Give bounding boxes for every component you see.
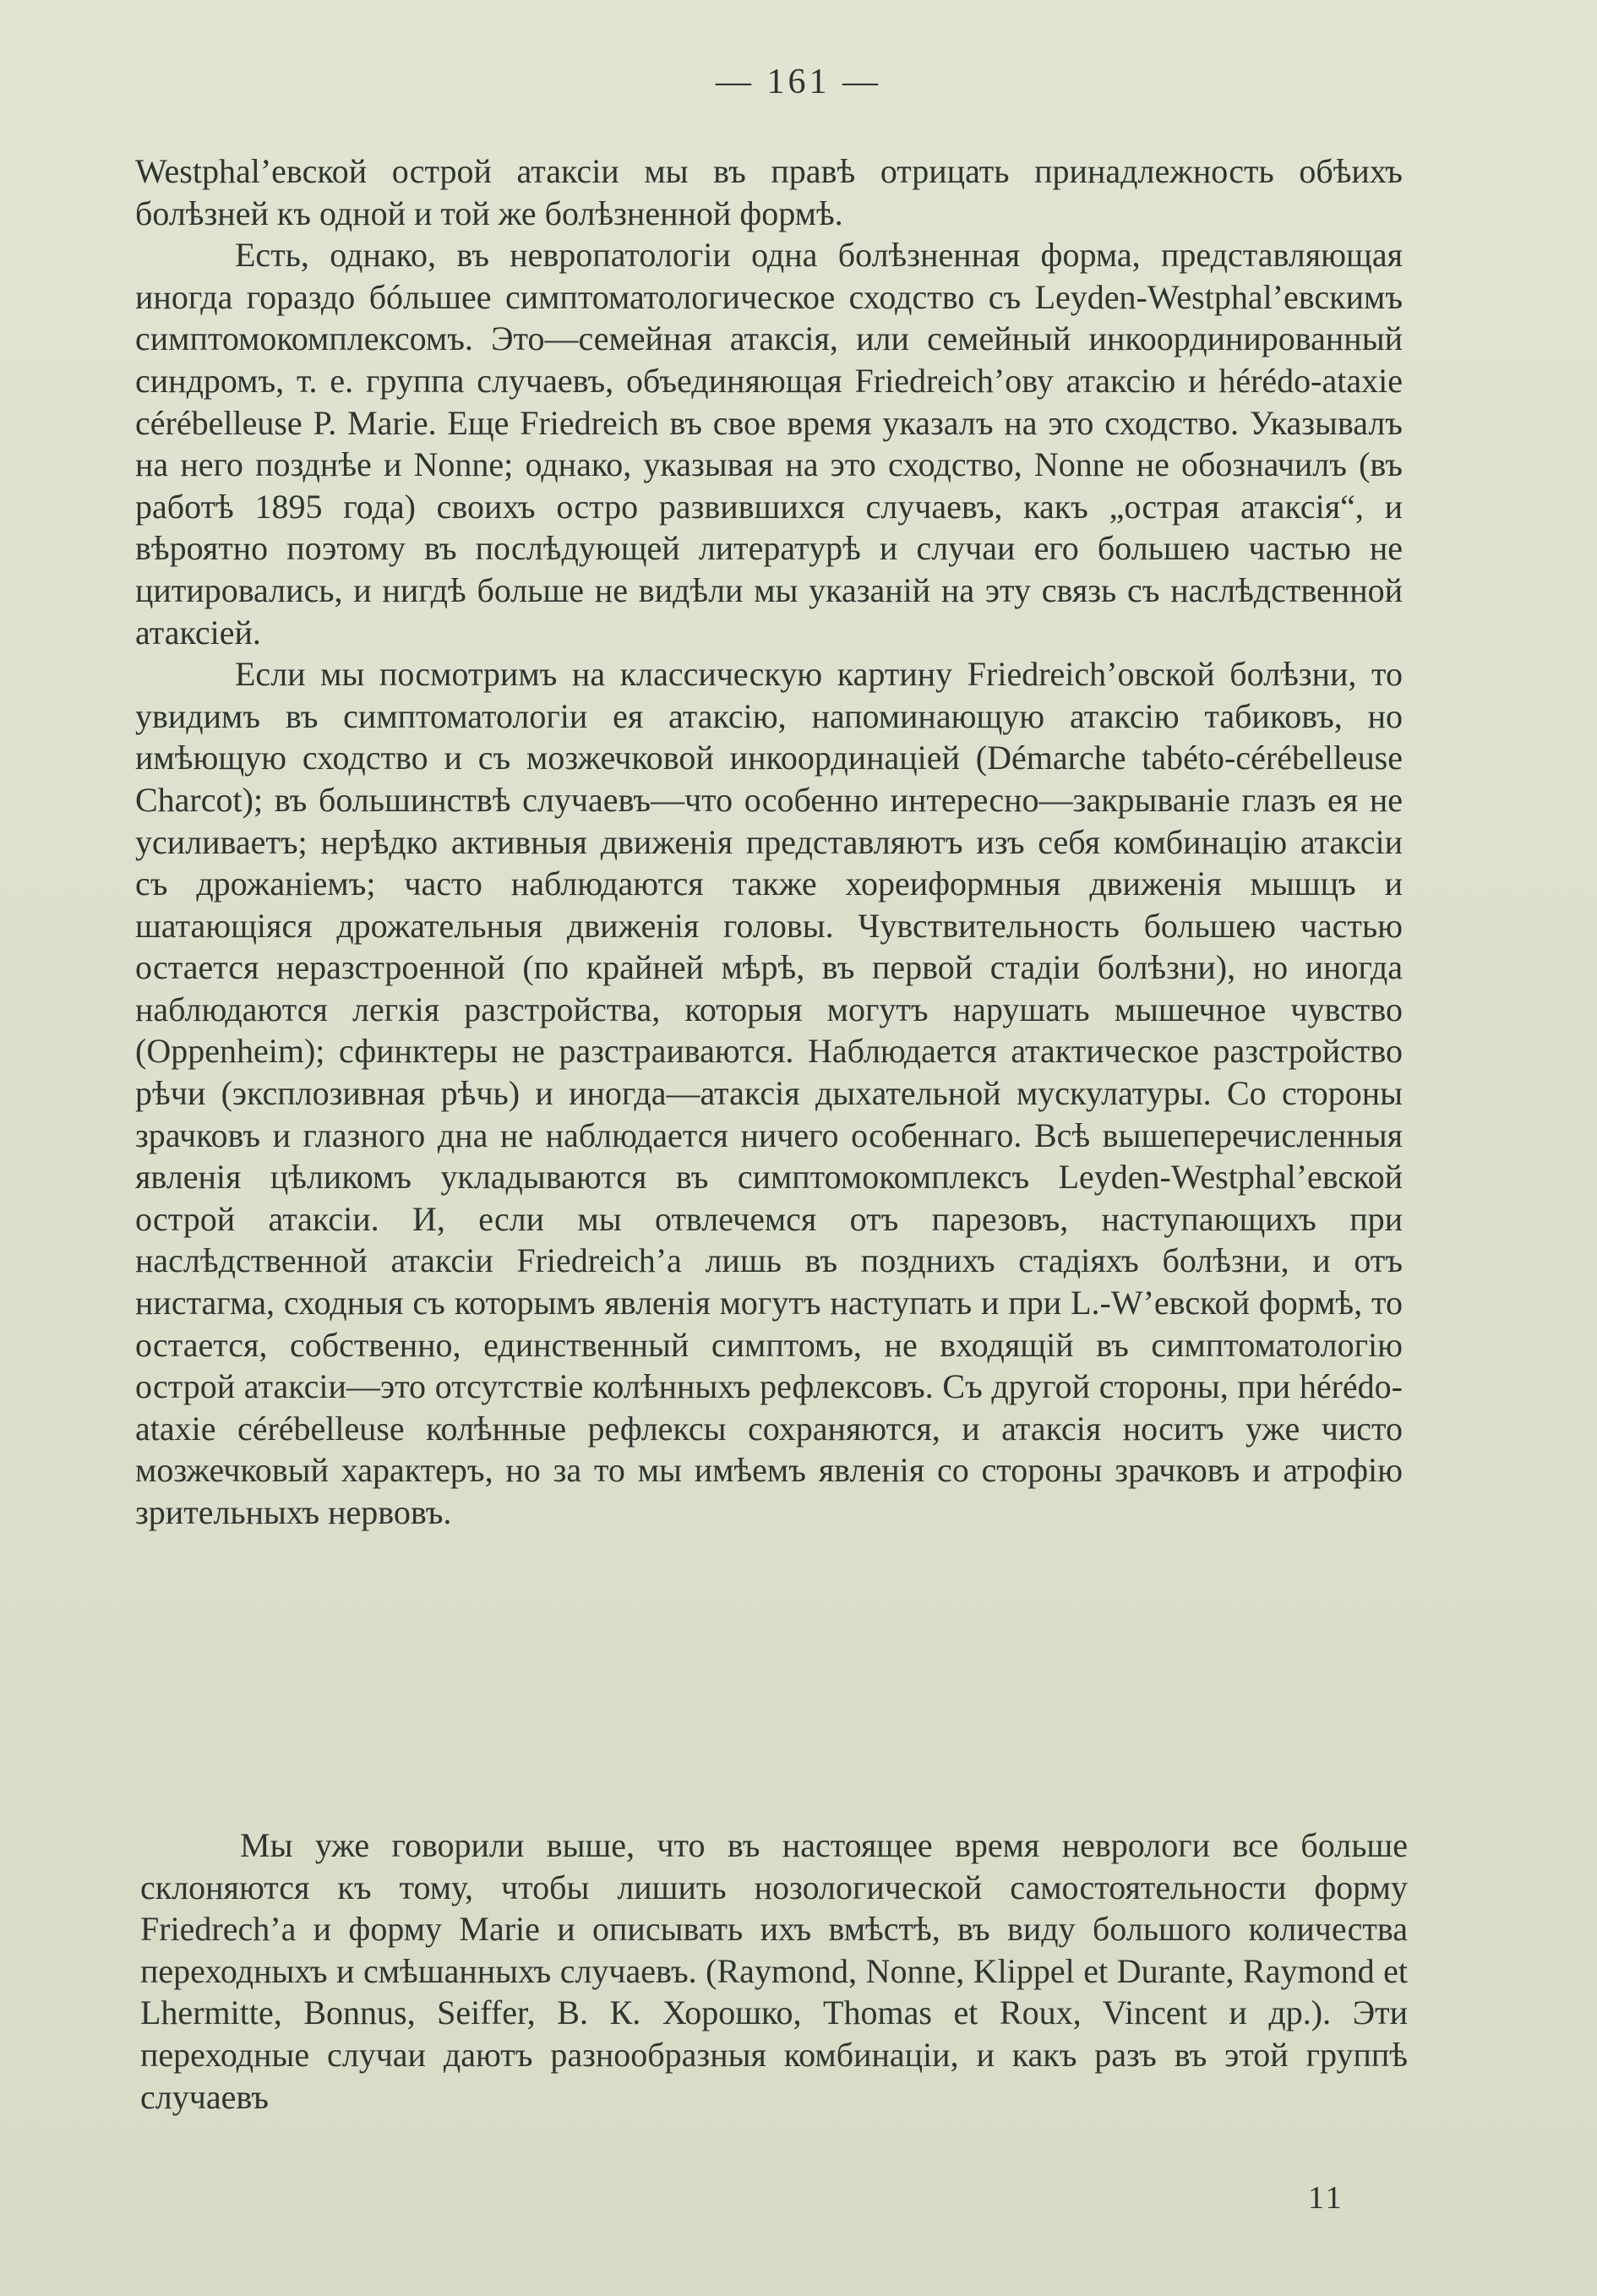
paragraph-family-ataxia: Есть, однако, въ невропатологіи одна болѣзненная форма, представляющая иногда гораздо бóльшее симптоматологическое сходство съ Leyden-Westphal’евскимъ симптомокомплексомъ. Это—семейная атаксія, или семейный инкоординированный синдромъ, т. е. группа случаевъ, объединяющая Friedreich’ову атаксію и hérédo-ataxie cérébelleuse P. Marie. Еще Friedreich въ свое время указалъ на это сходство. Указывалъ на него позднѣе и Nonne; однако, указывая на это сходство, Nonne не обозначилъ (въ работѣ 1895 года) своихъ остро развившихся случаевъ, какъ „острая атаксія“, и вѣроятно поэтому въ послѣдующей литературѣ и случаи его большею частью не цитировались, и нигдѣ больше не видѣли мы указаній на эту связь съ наслѣдственной атаксіей. (135, 236, 1403, 652)
page-number-header: — 161 — (716, 63, 881, 101)
signature-mark: 11 (1308, 2180, 1344, 2216)
main-text-block (135, 150, 1403, 1534)
paragraph-transitional-cases: Мы уже говорили выше, что въ настоящее время неврологи все больше склоняются къ тому, чтобы лишить нозологической самостоятельности форму Friedrech’а и форму Marie и описывать ихъ вмѣстѣ, въ виду большого количества переходныхъ и смѣшанныхъ случаевъ. (Raymond, Nonne, Klippel et Durante, Raymond et Lhermitte, Bonnus, Seiffer, В. К. Хорошко, Thomas et Roux, Vincent и др.). Эти переходные случаи даютъ разнообразныя комбинаціи, и какъ разъ въ этой группѣ случаевъ (140, 1826, 1408, 2116)
paragraph-friedreich-disease: Если мы посмотримъ на классическую картину Friedreich’овской болѣзни, то увидимъ въ симптоматологіи ея атаксію, напоминающую атаксію табиковъ, но имѣющую сходство и съ мозжечковой инкоординаціей (Démarche tabéto-cérébelleuse Charcot); въ большинствѣ случаевъ—что особенно интересно—закрываніе глазъ ея не усиливаетъ; нерѣдко активныя движенія представляютъ изъ себя комбинацію атаксіи съ дрожаніемъ; часто наблюдаются также хореиформныя движенія мышцъ и шатающіяся дрожательныя движенія головы. Чувствительность большею частью остается неразстроенной (по крайней мѣрѣ, въ первой стадіи болѣзни), но иногда наблюдаются легкія разстройства, которыя могутъ нарушать мышечное чувство (Oppenheim); сфинктеры не разстраиваются. Наблюдается атактическое разстройство рѣчи (эксплозивная рѣчь) и иногда—атаксія дыхательной мускулатуры. Со стороны зрачковъ и глазного дна не наблюдается ничего особеннаго. Всѣ вышеперечисленныя явленія цѣликомъ укладываются въ симптомокомплексъ Leyden-Westphal’евской острой атаксіи. И, если мы отвлечемся отъ парезовъ, наступающихъ при наслѣдственной атаксіи Friedreich’а лишь въ позднихъ стадіяхъ болѣзни, и отъ нистагма, сходныя съ которымъ явленія могутъ наступать и при L.-W’евской формѣ, то остается, собственно, единственный симптомъ, не входящій въ симптоматологію острой атаксіи—это отсутствіе колѣнныхъ рефлексовъ. Съ другой стороны, при hérédo-ataxie cérébelleuse колѣнные рефлексы сохраняются, и атаксія носитъ уже чисто мозжечковый характеръ, но за то мы имѣемъ явленія со стороны зрачковъ и атрофію зрительныхъ нервовъ. (135, 655, 1403, 1531)
closing-text-block (140, 1824, 1408, 2118)
paragraph-continuation: Westphal’евской острой атаксіи мы въ правѣ отрицать принадлежность обѣихъ болѣзней къ одной и той же болѣзненной формѣ. (135, 152, 1403, 232)
